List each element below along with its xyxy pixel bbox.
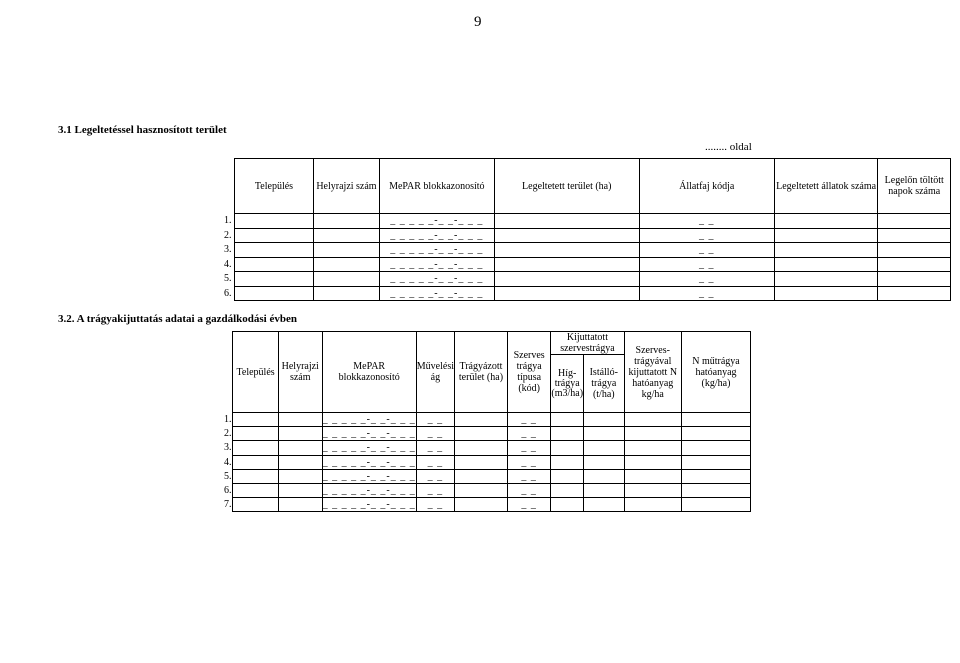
cell-napok[interactable]: [878, 228, 951, 243]
header-row: [221, 159, 951, 214]
block-id-placeholder: _ _ _ _ _-_ _-_ _ _: [322, 428, 416, 440]
table-row: [221, 214, 951, 229]
cell-istallotragya[interactable]: [584, 498, 624, 512]
cell-mepar[interactable]: [322, 441, 416, 455]
cell-helyrajzi[interactable]: [314, 272, 380, 287]
cell-mepar[interactable]: [322, 469, 416, 483]
block-id-placeholder: _ _ _ _ _-_ _-_ _ _: [322, 456, 416, 468]
code-placeholder: _ _: [521, 442, 537, 454]
table-row: [221, 455, 751, 469]
cell-istallotragya[interactable]: [584, 441, 624, 455]
cell-n-mutragya[interactable]: [682, 427, 751, 441]
cell-szerves-tipus[interactable]: [507, 413, 550, 427]
code-placeholder: _ _: [521, 485, 537, 497]
cell-helyrajzi[interactable]: [314, 243, 380, 258]
cell-helyrajzi[interactable]: [314, 286, 380, 301]
col2-n-mutragya: N műtrágya hatóanyag (kg/ha): [682, 332, 751, 413]
cell-mepar[interactable]: [379, 257, 494, 272]
code-placeholder: _ _: [427, 428, 444, 440]
cell-tragyazott[interactable]: [454, 498, 507, 512]
cell-n-hatoanyag[interactable]: [624, 469, 682, 483]
code-placeholder: _ _: [427, 470, 444, 482]
cell-helyrajzi[interactable]: [314, 257, 380, 272]
col2-muvelesi: Művelési ág: [416, 332, 454, 413]
col2-helyrajzi: Helyrajzi szám: [278, 332, 322, 413]
cell-helyrajzi[interactable]: [314, 214, 380, 229]
block-id-placeholder: _ _ _ _ _-_ _-_ _ _: [322, 485, 416, 497]
group-header-row: [221, 332, 751, 355]
block-id-placeholder: _ _ _ _ _-_ _-_ _ _: [322, 470, 416, 482]
row-number: 1.: [221, 413, 233, 427]
cell-n-hatoanyag[interactable]: [624, 441, 682, 455]
col2-telepules: Település: [233, 332, 279, 413]
col2-group-szervestragya: Kijuttatott szervestrágya: [551, 332, 624, 355]
cell-szerves-tipus[interactable]: [507, 469, 550, 483]
block-id-placeholder: _ _ _ _ _-_ _-_ _ _: [390, 229, 484, 241]
cell-helyrajzi[interactable]: [278, 455, 322, 469]
cell-mepar[interactable]: [322, 413, 416, 427]
cell-napok[interactable]: [878, 214, 951, 229]
cell-telepules[interactable]: [234, 272, 313, 287]
block-id-placeholder: _ _ _ _ _-_ _-_ _ _: [322, 414, 416, 426]
cell-telepules[interactable]: [233, 441, 279, 455]
code-placeholder: _ _: [698, 229, 715, 241]
page-reference: ........ oldal: [705, 141, 752, 153]
table-row: [221, 272, 951, 287]
row-number: 2.: [221, 427, 233, 441]
cell-allatfaj[interactable]: [639, 228, 774, 243]
cell-n-mutragya[interactable]: [682, 498, 751, 512]
cell-istallotragya[interactable]: [584, 413, 624, 427]
code-placeholder: _ _: [521, 456, 537, 468]
table-row: [221, 413, 751, 427]
table-row: [221, 469, 751, 483]
code-placeholder: _ _: [427, 414, 444, 426]
cell-napok[interactable]: [878, 257, 951, 272]
code-placeholder: _ _: [521, 470, 537, 482]
cell-mepar[interactable]: [379, 243, 494, 258]
cell-szerves-tipus[interactable]: [507, 441, 550, 455]
cell-higtragya[interactable]: [551, 427, 584, 441]
cell-muvelesi[interactable]: [416, 483, 454, 497]
fertilizer-table: [221, 331, 751, 512]
cell-telepules[interactable]: [234, 214, 313, 229]
row-number: 2.: [221, 228, 234, 243]
cell-mepar[interactable]: [379, 228, 494, 243]
page-number: 9: [474, 14, 482, 30]
cell-tragyazott[interactable]: [454, 455, 507, 469]
cell-telepules[interactable]: [233, 483, 279, 497]
block-id-placeholder: _ _ _ _ _-_ _-_ _ _: [390, 258, 484, 270]
cell-szerves-tipus[interactable]: [507, 483, 550, 497]
col-napok: Legelőn töltött napok száma: [878, 159, 951, 214]
table-row: [221, 228, 951, 243]
row-number: 6.: [221, 483, 233, 497]
code-placeholder: _ _: [698, 244, 715, 256]
cell-telepules[interactable]: [233, 455, 279, 469]
cell-mepar[interactable]: [322, 427, 416, 441]
cell-telepules[interactable]: [233, 498, 279, 512]
cell-tragyazott[interactable]: [454, 413, 507, 427]
col-helyrajzi: Helyrajzi szám: [314, 159, 380, 214]
cell-allatok[interactable]: [774, 272, 878, 287]
cell-terulet[interactable]: [494, 228, 639, 243]
cell-helyrajzi[interactable]: [278, 413, 322, 427]
section-1-title: 3.1 Legeltetéssel hasznosított terület: [58, 124, 227, 136]
cell-tragyazott[interactable]: [454, 483, 507, 497]
code-placeholder: _ _: [698, 287, 715, 299]
cell-helyrajzi[interactable]: [278, 427, 322, 441]
cell-helyrajzi[interactable]: [278, 483, 322, 497]
cell-allatok[interactable]: [774, 286, 878, 301]
table-row: [221, 441, 751, 455]
cell-telepules[interactable]: [234, 243, 313, 258]
cell-n-hatoanyag[interactable]: [624, 455, 682, 469]
cell-telepules[interactable]: [234, 286, 313, 301]
grazing-table: [221, 158, 951, 301]
cell-helyrajzi[interactable]: [278, 441, 322, 455]
col2-higtragya: Híg-trágya (m3/ha): [551, 355, 584, 413]
cell-mepar[interactable]: [379, 214, 494, 229]
cell-n-mutragya[interactable]: [682, 469, 751, 483]
cell-napok[interactable]: [878, 243, 951, 258]
code-placeholder: _ _: [427, 499, 444, 511]
cell-higtragya[interactable]: [551, 441, 584, 455]
block-id-placeholder: _ _ _ _ _-_ _-_ _ _: [390, 273, 484, 285]
cell-higtragya[interactable]: [551, 483, 584, 497]
cell-szerves-tipus[interactable]: [507, 455, 550, 469]
cell-szerves-tipus[interactable]: [507, 498, 550, 512]
cell-terulet[interactable]: [494, 243, 639, 258]
table-row: [221, 427, 751, 441]
col2-mepar: MePAR blokkazonosító: [322, 332, 416, 413]
code-placeholder: _ _: [521, 499, 537, 511]
cell-mepar[interactable]: [322, 455, 416, 469]
row-number: 4.: [221, 455, 233, 469]
table-row: [221, 483, 751, 497]
cell-higtragya[interactable]: [551, 413, 584, 427]
row-number: 5.: [221, 272, 234, 287]
cell-allatfaj[interactable]: [639, 214, 774, 229]
col-telepules: Település: [234, 159, 313, 214]
cell-istallotragya[interactable]: [584, 483, 624, 497]
cell-n-hatoanyag[interactable]: [624, 483, 682, 497]
cell-terulet[interactable]: [494, 286, 639, 301]
block-id-placeholder: _ _ _ _ _-_ _-_ _ _: [322, 442, 416, 454]
col2-szerves-tipus: Szerves trágya típusa (kód): [507, 332, 550, 413]
code-placeholder: _ _: [698, 258, 715, 270]
block-id-placeholder: _ _ _ _ _-_ _-_ _ _: [390, 215, 484, 227]
cell-allatfaj[interactable]: [639, 243, 774, 258]
code-placeholder: _ _: [698, 273, 715, 285]
cell-istallotragya[interactable]: [584, 469, 624, 483]
cell-higtragya[interactable]: [551, 498, 584, 512]
cell-telepules[interactable]: [234, 228, 313, 243]
row-number: 3.: [221, 441, 233, 455]
cell-muvelesi[interactable]: [416, 413, 454, 427]
cell-higtragya[interactable]: [551, 455, 584, 469]
cell-n-hatoanyag[interactable]: [624, 413, 682, 427]
code-placeholder: _ _: [427, 442, 444, 454]
col-allatok-szama: Legeltetett állatok száma: [774, 159, 878, 214]
cell-istallotragya[interactable]: [584, 455, 624, 469]
cell-allatok[interactable]: [774, 243, 878, 258]
cell-allatok[interactable]: [774, 228, 878, 243]
row-number: 7.: [221, 498, 233, 512]
cell-n-mutragya[interactable]: [682, 441, 751, 455]
code-placeholder: _ _: [427, 485, 444, 497]
cell-n-mutragya[interactable]: [682, 455, 751, 469]
cell-tragyazott[interactable]: [454, 441, 507, 455]
cell-terulet[interactable]: [494, 272, 639, 287]
cell-mepar[interactable]: [379, 286, 494, 301]
col2-n-hatoanyag: Szerves-trágyával kijuttatott N hatóanyag kg/ha: [624, 332, 682, 413]
code-placeholder: _ _: [521, 414, 537, 426]
cell-muvelesi[interactable]: [416, 441, 454, 455]
table-row: [221, 243, 951, 258]
section-2-title: 3.2. A trágyakijuttatás adatai a gazdálkodási évben: [58, 313, 297, 325]
cell-istallotragya[interactable]: [584, 427, 624, 441]
code-placeholder: _ _: [698, 215, 715, 227]
col-allatfaj: Állatfaj kódja: [639, 159, 774, 214]
col-mepar: MePAR blokkazonosító: [379, 159, 494, 214]
cell-allatfaj[interactable]: [639, 272, 774, 287]
row-number: 1.: [221, 214, 234, 229]
cell-telepules[interactable]: [233, 413, 279, 427]
cell-napok[interactable]: [878, 286, 951, 301]
cell-n-mutragya[interactable]: [682, 413, 751, 427]
col2-istallotragya: Istálló-trágya (t/ha): [584, 355, 624, 413]
row-number: 4.: [221, 257, 234, 272]
cell-muvelesi[interactable]: [416, 498, 454, 512]
cell-telepules[interactable]: [234, 257, 313, 272]
cell-telepules[interactable]: [233, 469, 279, 483]
cell-higtragya[interactable]: [551, 469, 584, 483]
cell-allatok[interactable]: [774, 214, 878, 229]
cell-allatfaj[interactable]: [639, 286, 774, 301]
cell-szerves-tipus[interactable]: [507, 427, 550, 441]
cell-napok[interactable]: [878, 272, 951, 287]
cell-helyrajzi[interactable]: [314, 228, 380, 243]
cell-mepar[interactable]: [322, 483, 416, 497]
cell-mepar[interactable]: [379, 272, 494, 287]
code-placeholder: _ _: [427, 456, 444, 468]
cell-allatok[interactable]: [774, 257, 878, 272]
cell-tragyazott[interactable]: [454, 469, 507, 483]
cell-terulet[interactable]: [494, 214, 639, 229]
cell-helyrajzi[interactable]: [278, 469, 322, 483]
code-placeholder: _ _: [521, 428, 537, 440]
cell-terulet[interactable]: [494, 257, 639, 272]
cell-n-hatoanyag[interactable]: [624, 427, 682, 441]
cell-n-mutragya[interactable]: [682, 483, 751, 497]
block-id-placeholder: _ _ _ _ _-_ _-_ _ _: [390, 287, 484, 299]
table-row: [221, 257, 951, 272]
row-number: 6.: [221, 286, 234, 301]
cell-telepules[interactable]: [233, 427, 279, 441]
cell-mepar[interactable]: [322, 498, 416, 512]
cell-tragyazott[interactable]: [454, 427, 507, 441]
row-number: 5.: [221, 469, 233, 483]
cell-helyrajzi[interactable]: [278, 498, 322, 512]
row-number: 3.: [221, 243, 234, 258]
block-id-placeholder: _ _ _ _ _-_ _-_ _ _: [322, 499, 416, 511]
col-terulet: Legeltetett terület (ha): [494, 159, 639, 214]
table-row: [221, 498, 751, 512]
col2-tragyazott: Trágyázott terület (ha): [454, 332, 507, 413]
cell-n-hatoanyag[interactable]: [624, 498, 682, 512]
cell-muvelesi[interactable]: [416, 455, 454, 469]
table-row: [221, 286, 951, 301]
cell-allatfaj[interactable]: [639, 257, 774, 272]
block-id-placeholder: _ _ _ _ _-_ _-_ _ _: [390, 244, 484, 256]
cell-muvelesi[interactable]: [416, 469, 454, 483]
cell-muvelesi[interactable]: [416, 427, 454, 441]
